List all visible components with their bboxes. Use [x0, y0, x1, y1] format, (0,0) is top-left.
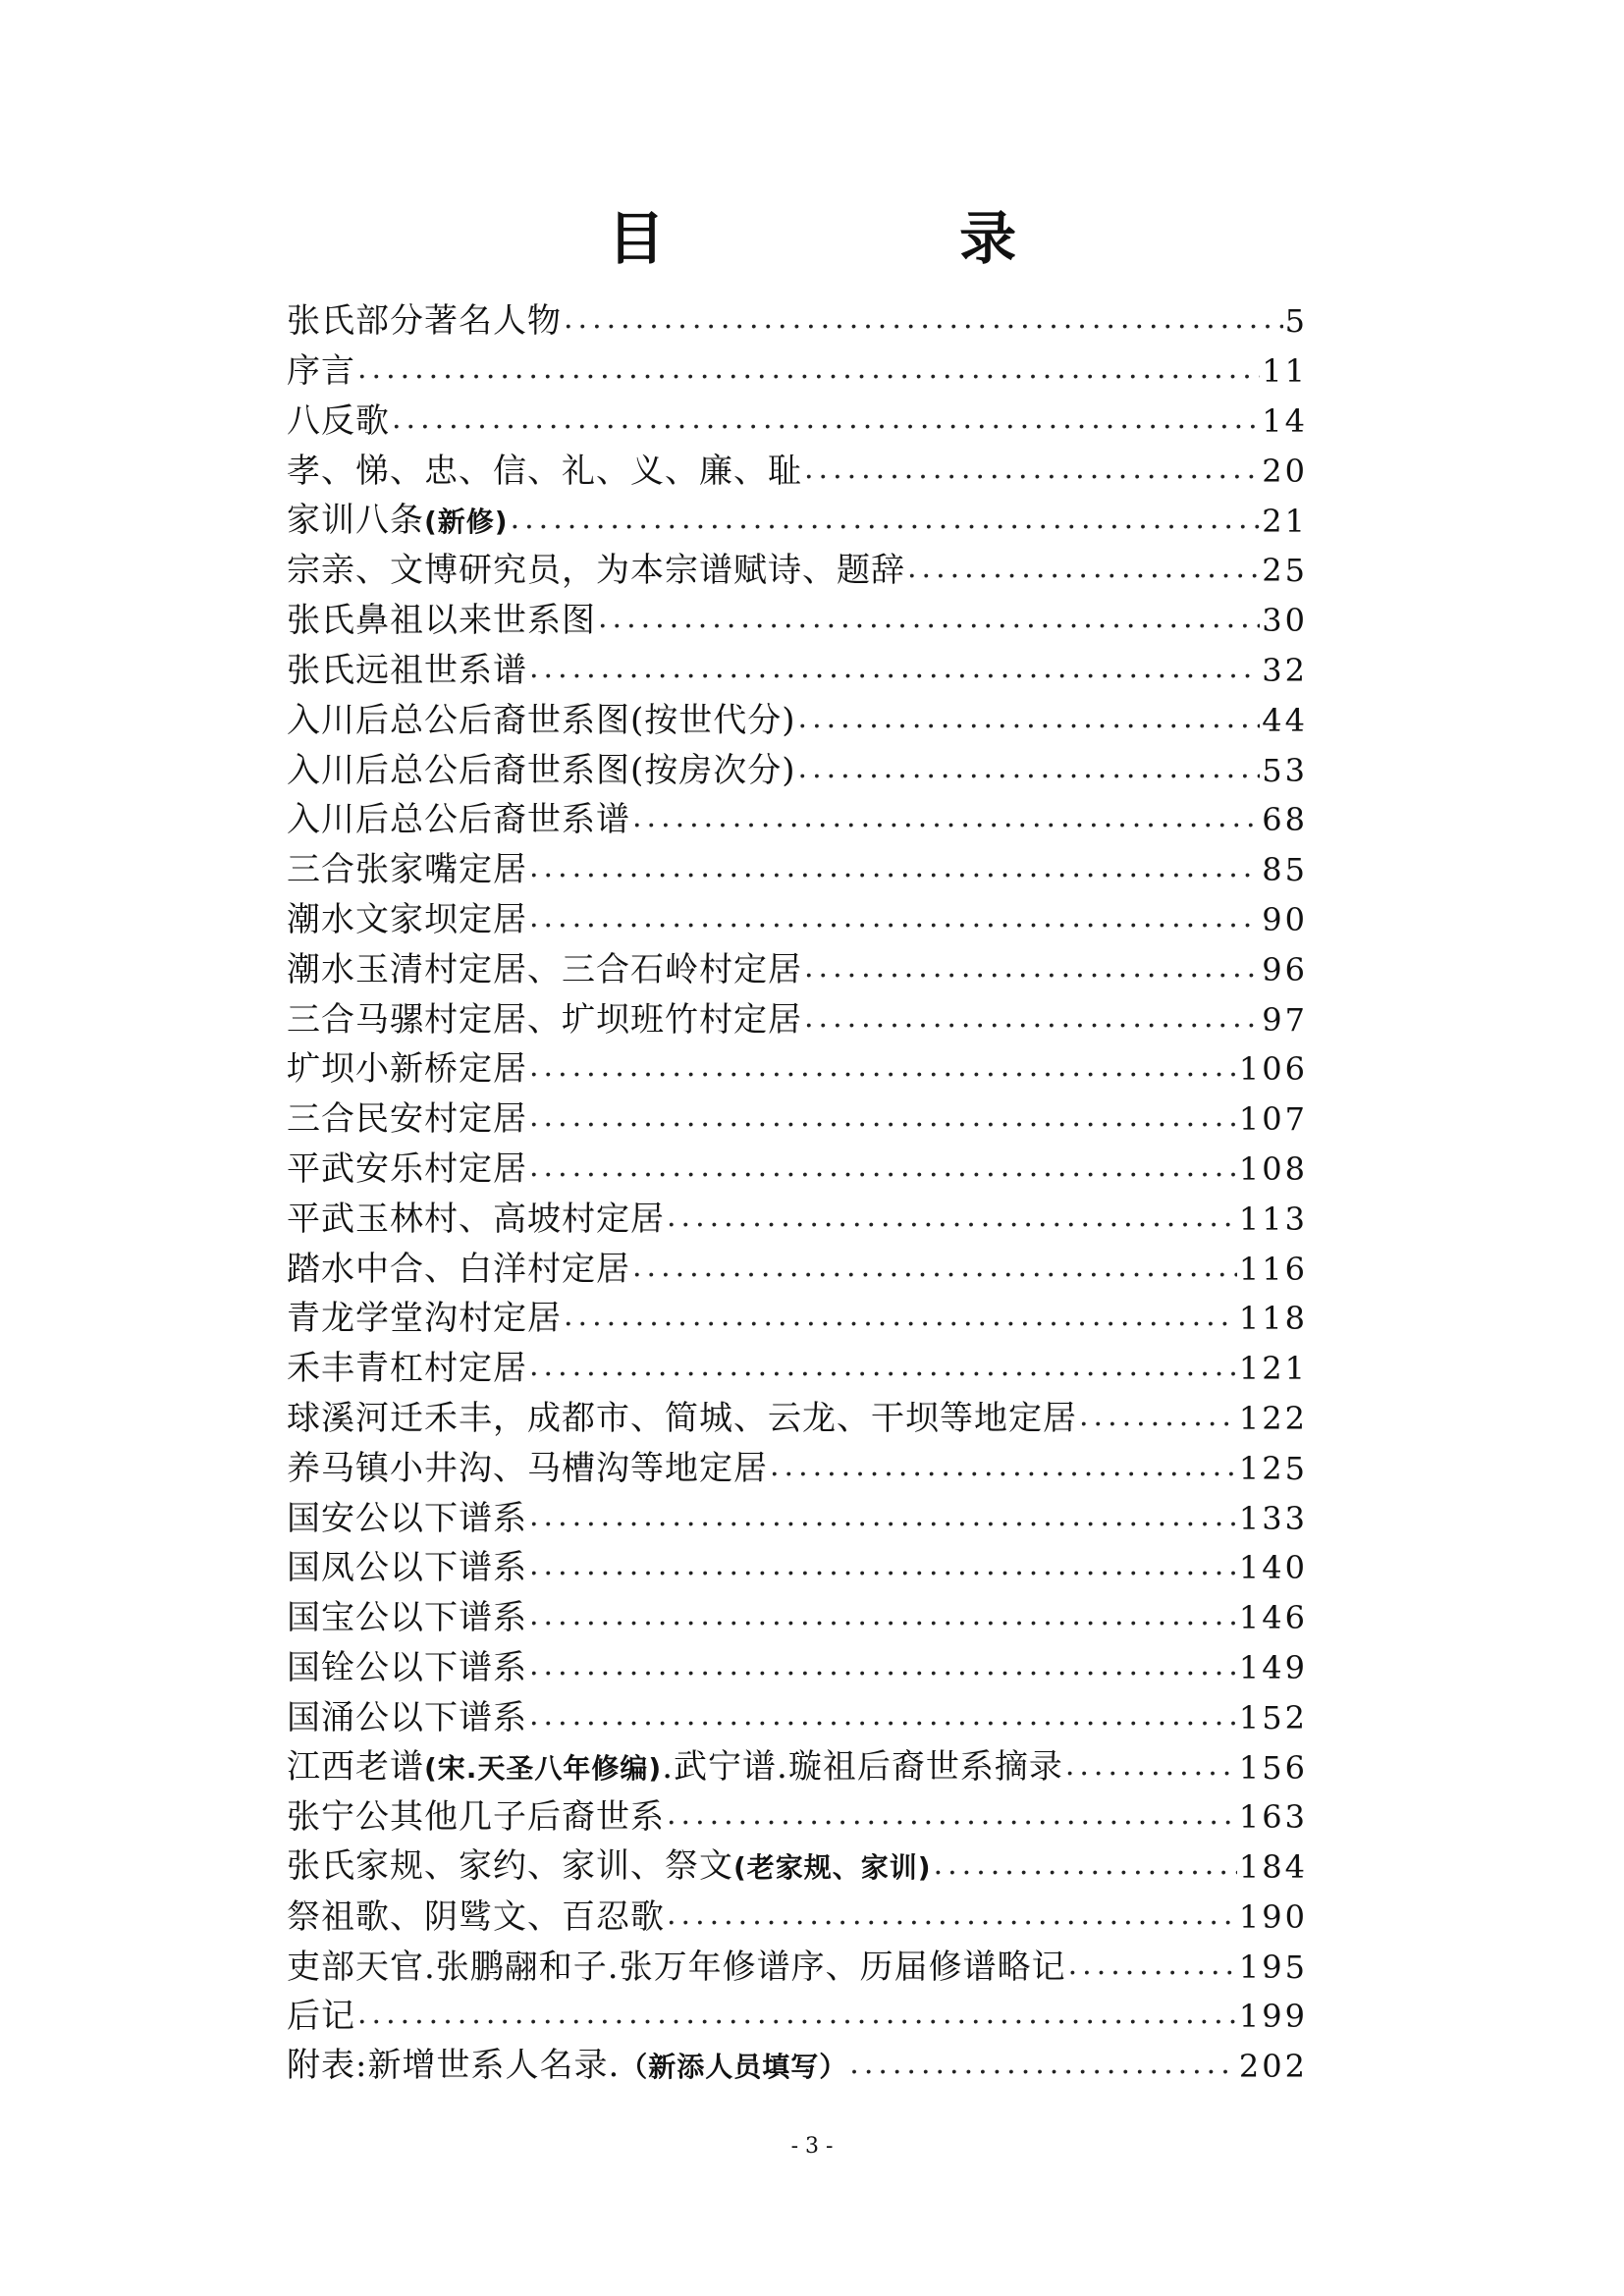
- toc-entry-title-part: 禾丰青杠村定居: [287, 1349, 527, 1389]
- dot-leader: [564, 1299, 1237, 1338]
- toc-entry[interactable]: [287, 596, 1308, 646]
- toc-entry-title: [287, 401, 390, 441]
- toc-entry-title-bold-part: (新修): [424, 505, 509, 538]
- toc-entry-page: 184: [1238, 1848, 1308, 1887]
- dot-leader: [357, 1997, 1237, 2036]
- toc-entry-title-bold-part: （新添人员填写）: [620, 2051, 848, 2084]
- toc-entry-title-part: 国涌公以下谱系: [287, 1697, 527, 1737]
- toc-entry-title: [287, 701, 796, 740]
- toc-entry-page: 5: [1284, 302, 1308, 341]
- toc-entry-page: 156: [1238, 1748, 1308, 1787]
- toc-entry-title: [287, 1449, 768, 1488]
- toc-entry-page: 107: [1238, 1100, 1308, 1139]
- toc-entry-title-part: 入川后总公后裔世系图(按房次分): [287, 750, 796, 790]
- dot-leader: [798, 751, 1261, 790]
- dot-leader: [564, 301, 1283, 341]
- dot-leader: [804, 950, 1260, 989]
- toc-entry[interactable]: [287, 745, 1308, 795]
- toc-entry[interactable]: [287, 1344, 1308, 1394]
- toc-entry-title: [287, 301, 562, 341]
- toc-entry-title: [287, 751, 796, 790]
- toc-entry-title-part: 潮水玉清村定居、三合石岭村定居: [287, 949, 802, 989]
- toc-entry[interactable]: [287, 1095, 1308, 1145]
- toc-entry[interactable]: [287, 895, 1308, 945]
- dot-leader: [529, 1099, 1237, 1139]
- toc-entry-title: [287, 551, 905, 590]
- toc-entry-title-part: 国宝公以下谱系: [287, 1598, 527, 1638]
- toc-entry-title: [287, 1299, 562, 1338]
- toc-entry-title: [287, 2046, 847, 2087]
- dot-leader: [529, 1548, 1237, 1587]
- dot-leader: [529, 1598, 1237, 1637]
- toc-entry-title-part: 平武玉林村、高坡村定居: [287, 1199, 665, 1239]
- toc-entry-page: 152: [1238, 1698, 1308, 1736]
- toc-entry[interactable]: [287, 2042, 1308, 2092]
- dot-leader: [511, 502, 1261, 541]
- toc-entry-title-bold-part: (宋.天圣八年修编): [424, 1751, 663, 1785]
- toc-entry[interactable]: [287, 695, 1308, 745]
- toc-entry-title-part: 入川后总公后裔世系图(按世代分): [287, 700, 796, 740]
- toc-entry-page: 68: [1262, 801, 1308, 839]
- toc-entry[interactable]: [287, 1493, 1308, 1543]
- toc-entry-page: 113: [1238, 1200, 1308, 1238]
- toc-entry-title: [287, 1349, 527, 1388]
- toc-entry-title-part: 宗亲、文博研究员，为本宗谱赋诗、题辞: [287, 551, 905, 591]
- toc-entry[interactable]: [287, 944, 1308, 994]
- toc-entry-title: [287, 1747, 1063, 1789]
- toc-entry-title-part: 三合张家嘴定居: [287, 850, 527, 890]
- dot-leader: [667, 1897, 1237, 1937]
- toc-entry-title: [287, 1548, 527, 1587]
- toc-entry-title: [287, 1997, 355, 2036]
- toc-entry-page: 149: [1238, 1648, 1308, 1686]
- toc-entry-page: 14: [1262, 401, 1308, 440]
- toc-entry-title-part: 国凤公以下谱系: [287, 1548, 527, 1588]
- toc-entry-title-part: 附表:新增世系人名录.: [287, 2046, 621, 2086]
- toc-entry-title-part: 潮水文家坝定居: [287, 899, 527, 939]
- toc-entry-title: [287, 651, 527, 690]
- toc-entry[interactable]: [287, 446, 1308, 496]
- toc-entry[interactable]: [287, 1543, 1308, 1593]
- toc-entry-page: 125: [1238, 1449, 1308, 1487]
- toc-entry-title-part: 江西老谱: [287, 1746, 424, 1787]
- toc-entry-page: 190: [1238, 1897, 1308, 1936]
- dot-leader: [632, 800, 1260, 839]
- toc-entry-title: [287, 1797, 665, 1837]
- toc-entry-title: [287, 850, 527, 889]
- toc-entry-title: [287, 1698, 527, 1737]
- dot-leader: [770, 1449, 1237, 1488]
- toc-entry-page: 199: [1238, 1998, 1308, 2036]
- page-number: - 3 -: [790, 2134, 834, 2159]
- toc-entry-title: [287, 601, 596, 640]
- toc-entry-page: 30: [1262, 602, 1308, 640]
- toc-entry[interactable]: [287, 1194, 1308, 1244]
- toc-entry-title-part: .武宁谱.璇祖后裔世系摘录: [662, 1746, 1063, 1787]
- dot-leader: [529, 1349, 1237, 1388]
- toc-entry-page: 106: [1238, 1050, 1308, 1089]
- toc-entry[interactable]: [287, 1044, 1308, 1095]
- toc-entry-title-part: 球溪河迁禾丰，成都市、简城、云龙、干坝等地定居: [287, 1398, 1077, 1438]
- toc-entry[interactable]: [287, 296, 1308, 347]
- toc-entry-page: 195: [1238, 1948, 1308, 1986]
- dot-leader: [529, 850, 1260, 889]
- dot-leader: [392, 401, 1260, 441]
- toc-entry[interactable]: [287, 496, 1308, 546]
- dot-leader: [1065, 1748, 1237, 1788]
- toc-entry-title: [287, 1200, 665, 1239]
- toc-entry-page: 146: [1238, 1599, 1308, 1637]
- toc-entry-title: [287, 1250, 630, 1289]
- toc-entry[interactable]: [287, 1294, 1308, 1344]
- toc-entry-title-part: 三合马骡村定居、圹坝班竹村定居: [287, 999, 802, 1040]
- toc-entry[interactable]: [287, 1842, 1308, 1893]
- toc-entry-title-part: 国铨公以下谱系: [287, 1647, 527, 1687]
- toc-entry-title-part: 国安公以下谱系: [287, 1498, 527, 1538]
- toc-entry-page: 20: [1262, 452, 1308, 490]
- toc-entry-title-part: 入川后总公后裔世系谱: [287, 800, 630, 840]
- toc-entry[interactable]: [287, 1992, 1308, 2042]
- dot-leader: [1079, 1399, 1237, 1438]
- dot-leader: [529, 1499, 1237, 1538]
- toc-entry-title: [287, 1399, 1077, 1438]
- toc-entry-title-part: 吏部天官.张鹏翮和子.张万年修谱序、历届修谱略记: [287, 1947, 1066, 1987]
- toc-entry[interactable]: [287, 1742, 1308, 1792]
- toc-entry-title-part: 张氏远祖世系谱: [287, 650, 527, 690]
- dot-leader: [632, 1250, 1237, 1289]
- toc-entry-title-part: 圹坝小新桥定居: [287, 1049, 527, 1090]
- toc-entry[interactable]: [287, 1443, 1308, 1493]
- toc-entry[interactable]: [287, 845, 1308, 895]
- toc-entry-title-part: 踏水中合、白洋村定居: [287, 1249, 630, 1289]
- toc-entry-title: [287, 1499, 527, 1538]
- dot-leader: [934, 1847, 1237, 1887]
- toc-entry-page: 116: [1238, 1250, 1308, 1288]
- toc-entry-page: 90: [1262, 900, 1308, 938]
- toc-entry-title-part: 平武安乐村定居: [287, 1148, 527, 1189]
- toc-entry-title: [287, 1000, 802, 1040]
- toc-entry-title: [287, 351, 355, 391]
- toc-entry-title: [287, 452, 802, 491]
- dot-leader: [804, 452, 1260, 491]
- toc-entry-page: 53: [1262, 751, 1308, 789]
- dot-leader: [907, 551, 1260, 590]
- toc-entry-title-part: 后记: [287, 1997, 355, 2037]
- toc-entry-title-part: 养马镇小井沟、马槽沟等地定居: [287, 1448, 768, 1488]
- toc-entry-title-part: 家训八条: [287, 500, 424, 540]
- toc-entry-title: [287, 1846, 932, 1888]
- toc-entry-title-part: 张氏部分著名人物: [287, 301, 562, 342]
- toc-entry-page: 85: [1262, 851, 1308, 889]
- toc-entry-title: [287, 1099, 527, 1139]
- dot-leader: [529, 651, 1260, 690]
- toc-entry-page: 32: [1262, 651, 1308, 689]
- toc-entry[interactable]: [287, 1643, 1308, 1693]
- toc-entry[interactable]: [287, 546, 1308, 596]
- toc-entry-title-part: 张氏家规、家约、家训、祭文: [287, 1846, 733, 1887]
- toc-entry-title: [287, 1648, 527, 1687]
- dot-leader: [598, 601, 1260, 640]
- dot-leader: [1068, 1948, 1237, 1987]
- toc-entry-title: [287, 1149, 527, 1189]
- dot-leader: [529, 1648, 1237, 1687]
- toc-entry-page: 96: [1262, 950, 1308, 988]
- dot-leader: [357, 351, 1260, 391]
- toc-entry-page: 21: [1262, 502, 1308, 540]
- toc-entry-title: [287, 900, 527, 939]
- toc-entry-page: 202: [1238, 2048, 1308, 2086]
- toc-entry-title-part: 张氏鼻祖以来世系图: [287, 601, 596, 641]
- toc-entry-title-bold-part: (老家规、家训): [733, 1851, 932, 1885]
- toc-entry-title-part: 青龙学堂沟村定居: [287, 1299, 562, 1339]
- toc-entry-title: [287, 1598, 527, 1637]
- toc-entry-title: [287, 1948, 1066, 1987]
- toc-entry-page: 118: [1238, 1300, 1308, 1338]
- toc-entry-page: 163: [1238, 1798, 1308, 1837]
- toc-entry[interactable]: [287, 994, 1308, 1044]
- toc-entry-title: [287, 1049, 527, 1089]
- toc-entry-page: 97: [1262, 1000, 1308, 1039]
- toc-entry-title-part: 孝、悌、忠、信、礼、义、廉、耻: [287, 451, 802, 491]
- dot-leader: [529, 1698, 1237, 1737]
- toc-entry-title-part: 三合民安村定居: [287, 1099, 527, 1140]
- dot-leader: [798, 701, 1261, 740]
- toc-entry[interactable]: [287, 646, 1308, 696]
- toc-entry-title-part: 序言: [287, 351, 355, 392]
- toc-entry-title: [287, 1897, 665, 1937]
- toc-entry-title-part: 祭祖歌、阴骘文、百忍歌: [287, 1896, 665, 1937]
- toc-entry[interactable]: [287, 1942, 1308, 1992]
- toc-entry[interactable]: [287, 1792, 1308, 1842]
- toc-entry[interactable]: [287, 1593, 1308, 1643]
- toc-entry-title: [287, 800, 630, 839]
- toc-entry-page: 122: [1238, 1399, 1308, 1437]
- toc-entry-title-part: 八反歌: [287, 400, 390, 441]
- dot-leader: [667, 1200, 1237, 1239]
- dot-leader: [804, 1000, 1260, 1040]
- toc-entry-title: [287, 950, 802, 989]
- toc-entry-title-part: 张宁公其他几子后裔世系: [287, 1797, 665, 1838]
- toc-entry-page: 108: [1238, 1149, 1308, 1188]
- dot-leader: [667, 1797, 1237, 1837]
- toc-entry[interactable]: [287, 397, 1308, 447]
- page-title: 目 录: [607, 205, 1155, 272]
- dot-leader: [529, 1149, 1237, 1189]
- dot-leader: [849, 2047, 1237, 2086]
- toc-entry-title: [287, 501, 509, 542]
- toc-entry-page: 25: [1262, 552, 1308, 590]
- toc-entry[interactable]: [287, 1145, 1308, 1195]
- toc-entry[interactable]: [287, 1893, 1308, 1943]
- toc-entry[interactable]: [287, 1394, 1308, 1444]
- toc-entry[interactable]: [287, 1244, 1308, 1294]
- toc-entry[interactable]: [287, 795, 1308, 845]
- toc-entry-page: 44: [1262, 701, 1308, 739]
- toc-entry[interactable]: [287, 347, 1308, 397]
- toc-entry-page: 11: [1262, 352, 1308, 391]
- table-of-contents: [287, 296, 1308, 2092]
- dot-leader: [529, 1049, 1237, 1089]
- toc-entry-page: 121: [1238, 1350, 1308, 1388]
- toc-entry-page: 133: [1238, 1499, 1308, 1537]
- toc-entry[interactable]: [287, 1692, 1308, 1742]
- dot-leader: [529, 900, 1260, 939]
- toc-entry-page: 140: [1238, 1549, 1308, 1587]
